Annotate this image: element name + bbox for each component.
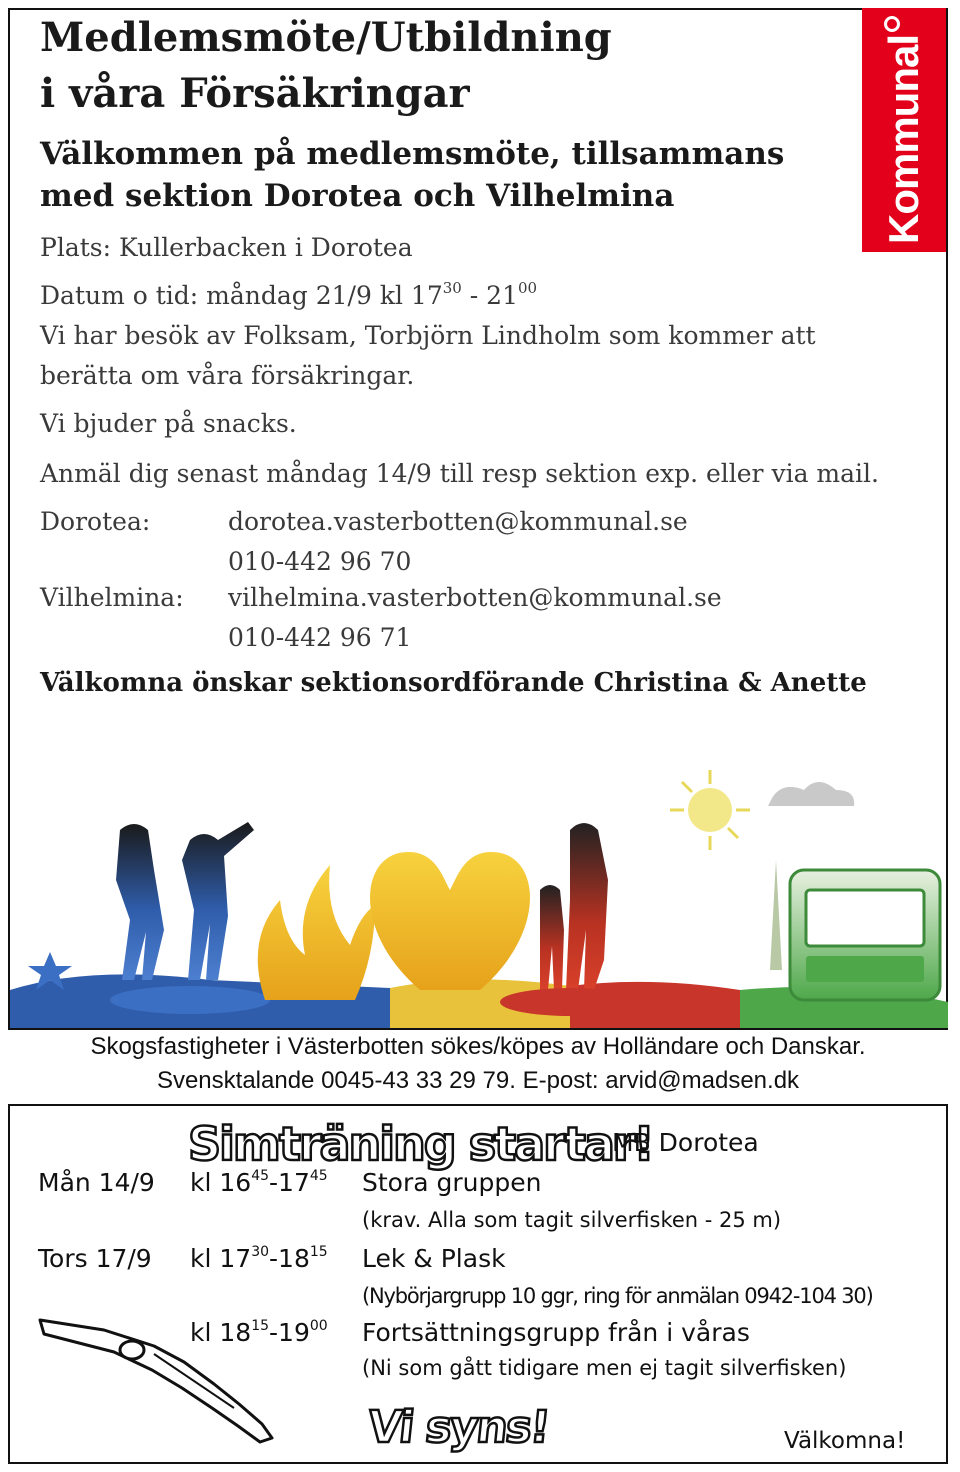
swim-heading: Simträning startar!: [188, 1117, 653, 1171]
club-name: MB Dorotea: [612, 1128, 759, 1157]
contact-label-dorotea: Dorotea:: [40, 507, 151, 536]
schedule-group: Lek & Plask: [362, 1244, 506, 1273]
subtitle: Välkommen på medlemsmöte, tillsammans: [40, 136, 785, 172]
schedule-day: Mån 14/9: [38, 1168, 155, 1197]
page-title-line2: i våra Försäkringar: [40, 70, 470, 117]
signup-text: Anmäl dig senast måndag 14/9 till resp sektion exp. eller via mail.: [40, 459, 879, 488]
contact-phone-dorotea: 010-442 96 70: [228, 547, 412, 576]
snacks-text: Vi bjuder på snacks.: [40, 409, 297, 438]
contact-label-vilhelmina: Vilhelmina:: [40, 583, 184, 612]
subtitle-line2: med sektion Dorotea och Vilhelmina: [40, 178, 675, 214]
welcome-text: Välkomna önskar sektionsordförande Christina & Anette: [40, 668, 867, 698]
contact-email-vilhelmina[interactable]: vilhelmina.vasterbotten@kommunal.se: [228, 583, 722, 612]
ad-line1: Skogsfastigheter i Västerbotten sökes/köpes av Holländare och Danskar.: [90, 1033, 866, 1060]
visit-text-line2: berätta om våra försäkringar.: [40, 361, 415, 390]
datetime-text: Datum o tid: måndag 21/9 kl $17^{30} - 21^{00}$: [40, 279, 538, 310]
diver-illustration: [34, 1300, 304, 1450]
schedule-group: Stora gruppen: [362, 1168, 542, 1197]
schedule-note: (Ni som gått tidigare men ej tagit silverfisken): [362, 1356, 847, 1380]
schedule-time: kl $18^{15}-19^{00}$: [190, 1318, 328, 1347]
contact-phone-vilhelmina: 010-442 96 71: [228, 623, 412, 652]
kommunal-logo: Kommunal: [862, 8, 946, 252]
schedule-note: (krav. Alla som tagit silverfisken - 25 m): [362, 1208, 782, 1232]
community-illustration: [10, 740, 948, 1028]
schedule-time: kl $16^{45}-17^{45}$: [190, 1168, 328, 1197]
classified-ad: [8, 1030, 948, 1102]
footer-slogan: Vi syns!: [365, 1402, 551, 1453]
footer-welcome: Välkomna!: [784, 1428, 906, 1454]
schedule-day: Tors 17/9: [38, 1244, 152, 1273]
schedule-group: Fortsättningsgrupp från i våras: [362, 1318, 750, 1347]
ad-line2: Svensktalande 0045-43 33 29 79. E-post: arvid@madsen.dk: [156, 1067, 800, 1094]
visit-text: Vi har besök av Folksam, Torbjörn Lindholm som kommer att: [40, 321, 816, 350]
page-title: Medlemsmöte/Utbildning: [40, 14, 612, 61]
place-text: Plats: Kullerbacken i Dorotea: [40, 233, 413, 262]
contact-email-dorotea[interactable]: dorotea.vasterbotten@kommunal.se: [228, 507, 688, 536]
schedule-time: kl $17^{30}-18^{15}$: [190, 1244, 328, 1273]
schedule-note: (Nybörjargrupp 10 ggr, ring för anmälan 0942-104 30): [362, 1284, 873, 1308]
